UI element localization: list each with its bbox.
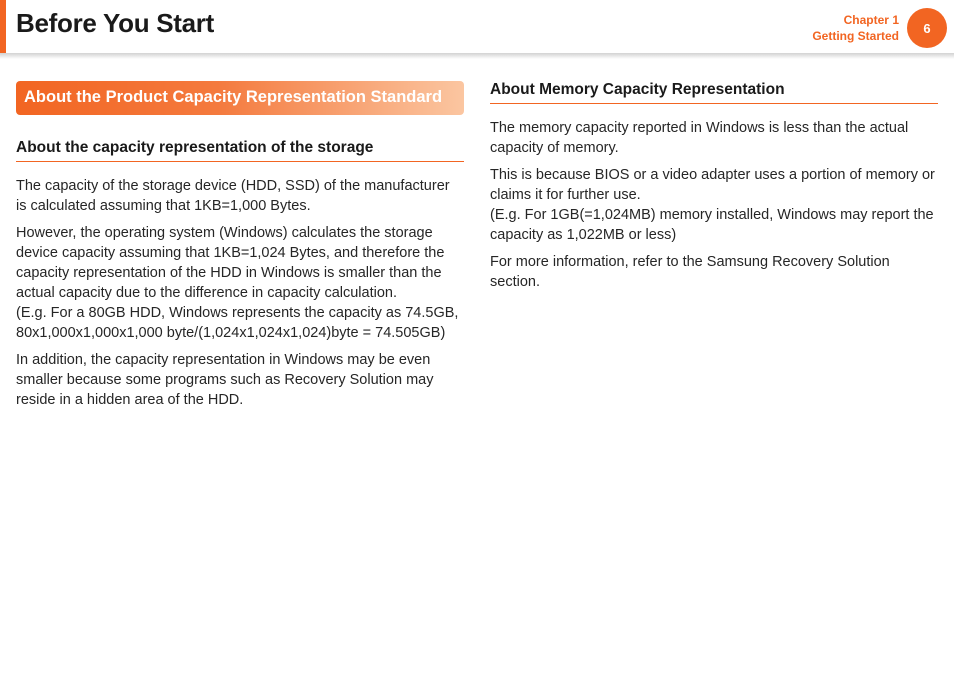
section-banner: About the Product Capacity Representation Standard [16, 81, 464, 115]
header-divider [0, 53, 954, 59]
left-column [16, 81, 464, 417]
chapter-name: Getting Started [812, 29, 899, 43]
storage-paragraph-2 [16, 223, 464, 343]
memory-paragraph-3: For more information, refer to the Samsung Recovery Solution section. [490, 254, 890, 290]
memory-capacity-heading: About Memory Capacity Representation [490, 81, 938, 104]
storage-paragraph-2-example: (E.g. For a 80GB HDD, Windows represents the capacity as 74.5GB, 80x1,000x1,000x1,000 byte/(1,024x1,024x1,024)byte = 74.505GB) [16, 305, 459, 341]
storage-paragraph-1: The capacity of the storage device (HDD, SSD) of the manufacturer is calculated assuming that 1KB=1,000 Bytes. [16, 178, 450, 214]
storage-capacity-heading: About the capacity representation of the storage [16, 139, 464, 162]
page-number-badge: 6 [907, 8, 947, 48]
chapter-label [812, 12, 899, 44]
page-title: Before You Start [16, 8, 214, 38]
header-accent-bar [0, 0, 6, 53]
storage-paragraph-3: In addition, the capacity representation in Windows may be even smaller because some programs such as Recovery Solution may reside in a hidden area of the HDD. [16, 352, 434, 408]
memory-paragraph-2-example: (E.g. For 1GB(=1,024MB) memory installed, Windows may report the capacity as 1,022MB or less) [490, 207, 934, 243]
right-column [490, 81, 938, 299]
memory-paragraph-2-text: This is because BIOS or a video adapter uses a portion of memory or claims it for further use. [490, 167, 935, 203]
chapter-number: Chapter 1 [843, 13, 899, 27]
storage-paragraph-2-text: However, the operating system (Windows) calculates the storage device capacity assuming that 1KB=1,024 Bytes, and therefore the capacity representation of the HDD in Windows is smaller than the actual capacity due to the difference in capacity calculation. [16, 225, 445, 301]
memory-paragraph-2 [490, 165, 938, 245]
memory-paragraph-1: The memory capacity reported in Windows is less than the actual capacity of memory. [490, 120, 909, 156]
